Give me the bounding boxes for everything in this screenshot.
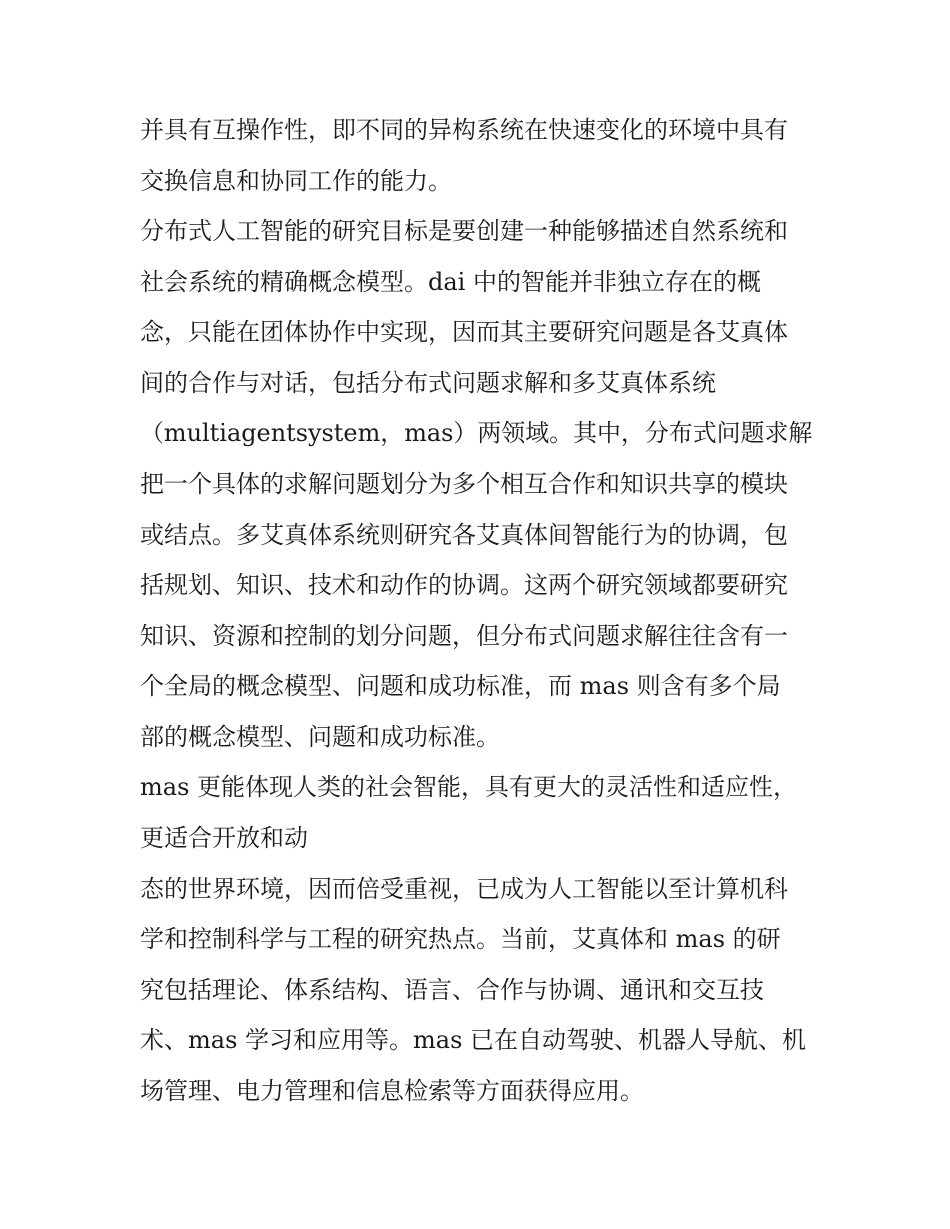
text-line: 念，只能在团体协作中实现，因而其主要研究问题是各艾真体 bbox=[140, 318, 788, 346]
text-line: 交换信息和协同工作的能力。 bbox=[140, 167, 452, 195]
text-line: 学和控制科学与工程的研究热点。当前，艾真体和 mas 的研 bbox=[140, 925, 781, 953]
text-line: mas 更能体现人类的社会智能，具有更大的灵活性和适应性， bbox=[140, 773, 798, 801]
text-line: 术、mas 学习和应用等。mas 已在自动驾驶、机器人导航、机 bbox=[140, 1026, 807, 1054]
text-line: 场管理、电力管理和信息检索等方面获得应用。 bbox=[140, 1077, 644, 1105]
text-line: 部的概念模型、问题和成功标准。 bbox=[140, 723, 500, 751]
text-line: 括规划、知识、技术和动作的协调。这两个研究领域都要研究 bbox=[140, 571, 788, 599]
text-line: 个全局的概念模型、问题和成功标准，而 mas 则含有多个局 bbox=[140, 672, 781, 700]
text-line: 或结点。多艾真体系统则研究各艾真体间智能行为的协调，包 bbox=[140, 521, 788, 549]
text-line: 分布式人工智能的研究目标是要创建一种能够描述自然系统和 bbox=[140, 217, 788, 245]
text-line: 并具有互操作性，即不同的异构系统在快速变化的环境中具有 bbox=[140, 116, 788, 144]
text-line: （multiagentsystem，mas）两领域。其中，分布式问题求解 bbox=[140, 419, 813, 447]
text-line: 知识、资源和控制的划分问题，但分布式问题求解往往含有一 bbox=[140, 622, 788, 650]
text-line: 更适合开放和动 bbox=[140, 824, 308, 852]
text-line: 社会系统的精确概念模型。dai 中的智能并非独立存在的概 bbox=[140, 268, 761, 296]
text-line: 态的世界环境，因而倍受重视，已成为人工智能以至计算机科 bbox=[140, 875, 788, 903]
text-line: 间的合作与对话，包括分布式问题求解和多艾真体系统 bbox=[140, 369, 716, 397]
text-line: 究包括理论、体系结构、语言、合作与协调、通讯和交互技 bbox=[140, 976, 764, 1004]
text-line: 把一个具体的求解问题划分为多个相互合作和知识共享的模块 bbox=[140, 470, 788, 498]
